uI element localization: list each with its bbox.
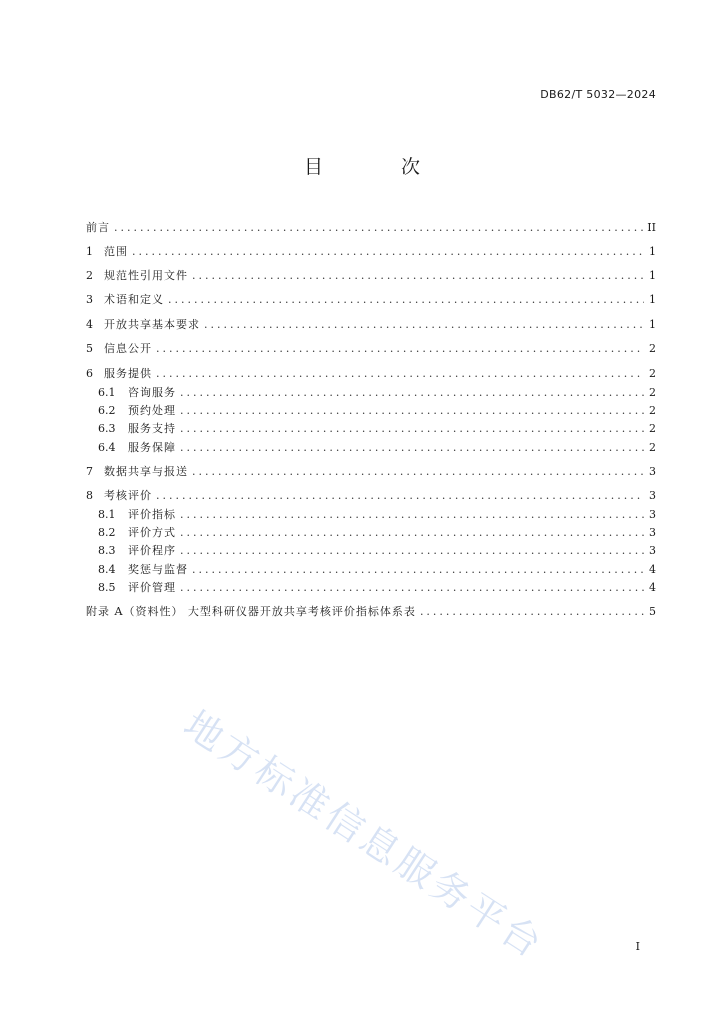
toc-subentry[interactable] xyxy=(86,507,656,523)
toc-entry-page: 4 xyxy=(649,581,656,594)
toc-leader-dots xyxy=(132,244,644,260)
toc-entry-page: 3 xyxy=(649,526,656,539)
toc-subentry[interactable] xyxy=(86,543,656,559)
toc-entry-page: 1 xyxy=(649,245,656,258)
toc-entry-page: 5 xyxy=(649,605,656,618)
toc-entry-label: 评价管理 xyxy=(128,581,176,594)
toc-entry-appendix[interactable] xyxy=(86,604,656,620)
toc-entry-label: 服务提供 xyxy=(104,367,152,380)
toc-subentry[interactable] xyxy=(86,403,656,419)
toc-entry[interactable] xyxy=(86,268,656,284)
toc-leader-dots xyxy=(180,580,644,596)
toc-entry[interactable] xyxy=(86,220,656,236)
toc-leader-dots xyxy=(192,562,644,578)
toc-entry-page: 2 xyxy=(649,367,656,380)
toc-entry-number: 8 xyxy=(86,489,93,502)
toc-entry-page: 1 xyxy=(649,269,656,282)
toc-subentry[interactable] xyxy=(86,440,656,456)
toc-entry[interactable] xyxy=(86,488,656,504)
toc-entry[interactable] xyxy=(86,244,656,260)
toc-leader-dots xyxy=(192,464,644,480)
toc-entry-page: 2 xyxy=(649,441,656,454)
toc-leader-dots xyxy=(180,543,644,559)
toc-entry-number: 6.1 xyxy=(98,386,116,399)
toc-leader-dots xyxy=(180,440,644,456)
standard-code: DB62/T 5032—2024 xyxy=(540,88,656,101)
toc-entry-page: 2 xyxy=(649,386,656,399)
toc-entry-number: 8.4 xyxy=(98,563,116,576)
toc-entry[interactable] xyxy=(86,341,656,357)
toc-entry-label: 数据共享与报送 xyxy=(104,465,188,478)
toc-entry-number: 6.4 xyxy=(98,441,116,454)
toc-leader-dots xyxy=(156,488,644,504)
toc-leader-dots xyxy=(204,317,644,333)
toc-leader-dots xyxy=(180,403,644,419)
toc-entry-label: 奖惩与监督 xyxy=(128,563,188,576)
toc-entry[interactable] xyxy=(86,317,656,333)
toc-entry-page: 3 xyxy=(649,544,656,557)
toc-leader-dots xyxy=(180,507,644,523)
page-title: 目 次 xyxy=(303,156,457,178)
toc-entry-label: 范围 xyxy=(104,245,128,258)
toc-leader-dots xyxy=(420,604,644,620)
toc-entry[interactable] xyxy=(86,292,656,308)
toc-entry-number: 1 xyxy=(86,245,93,258)
watermark-text: 地方标准信息服务平台 xyxy=(176,701,553,968)
toc-entry-label: 评价方式 xyxy=(128,526,176,539)
toc-entry-label: 信息公开 xyxy=(104,342,152,355)
toc-entry-number: 4 xyxy=(86,318,93,331)
toc-entry-label: 术语和定义 xyxy=(104,293,164,306)
toc-entry-number: 2 xyxy=(86,269,93,282)
toc-subentry[interactable] xyxy=(86,525,656,541)
toc-entry-label: 评价指标 xyxy=(128,508,176,521)
toc-leader-dots xyxy=(156,366,644,382)
toc-leader-dots xyxy=(156,341,644,357)
toc-subentry[interactable] xyxy=(86,421,656,437)
toc-entry-number: 8.5 xyxy=(98,581,116,594)
toc-entry-label: 规范性引用文件 xyxy=(104,269,188,282)
toc-entry-label: 考核评价 xyxy=(104,489,152,502)
toc-entry-label: 预约处理 xyxy=(128,404,176,417)
toc-entry-page: 3 xyxy=(649,465,656,478)
page-number: I xyxy=(635,940,640,953)
toc-entry-number: 8.1 xyxy=(98,508,116,521)
toc-leader-dots xyxy=(180,385,644,401)
toc-leader-dots xyxy=(192,268,644,284)
toc-entry-number: 6.2 xyxy=(98,404,116,417)
toc-entry-page: 1 xyxy=(649,318,656,331)
toc-entry-page: 3 xyxy=(649,489,656,502)
toc-entry-number: 5 xyxy=(86,342,93,355)
toc-entry-label: 前言 xyxy=(86,221,110,234)
toc-leader-dots xyxy=(114,220,643,236)
toc-subentry[interactable] xyxy=(86,580,656,596)
toc-entry-label: 服务保障 xyxy=(128,441,176,454)
toc-entry-label: 附录 A（资料性） 大型科研仪器开放共享考核评价指标体系表 xyxy=(86,605,416,618)
toc-entry-page: 1 xyxy=(649,293,656,306)
toc-entry-number: 6.3 xyxy=(98,422,116,435)
toc-leader-dots xyxy=(180,421,644,437)
toc-entry-label: 服务支持 xyxy=(128,422,176,435)
toc-leader-dots xyxy=(180,525,644,541)
toc-entry-label: 咨询服务 xyxy=(128,386,176,399)
toc-leader-dots xyxy=(168,292,644,308)
toc-entry-label: 评价程序 xyxy=(128,544,176,557)
toc-entry-page: 2 xyxy=(649,342,656,355)
toc-entry-page: II xyxy=(647,221,656,234)
toc-entry-page: 4 xyxy=(649,563,656,576)
toc-entry-page: 2 xyxy=(649,422,656,435)
toc-entry[interactable] xyxy=(86,464,656,480)
toc-subentry[interactable] xyxy=(86,385,656,401)
toc-entry-number: 7 xyxy=(86,465,93,478)
toc-entry-page: 3 xyxy=(649,508,656,521)
toc-entry-number: 6 xyxy=(86,367,93,380)
toc-entry[interactable] xyxy=(86,366,656,382)
toc-entry-page: 2 xyxy=(649,404,656,417)
toc-entry-label: 开放共享基本要求 xyxy=(104,318,200,331)
toc-entry-number: 8.2 xyxy=(98,526,116,539)
toc-subentry[interactable] xyxy=(86,562,656,578)
toc-entry-number: 8.3 xyxy=(98,544,116,557)
toc-entry-number: 3 xyxy=(86,293,93,306)
